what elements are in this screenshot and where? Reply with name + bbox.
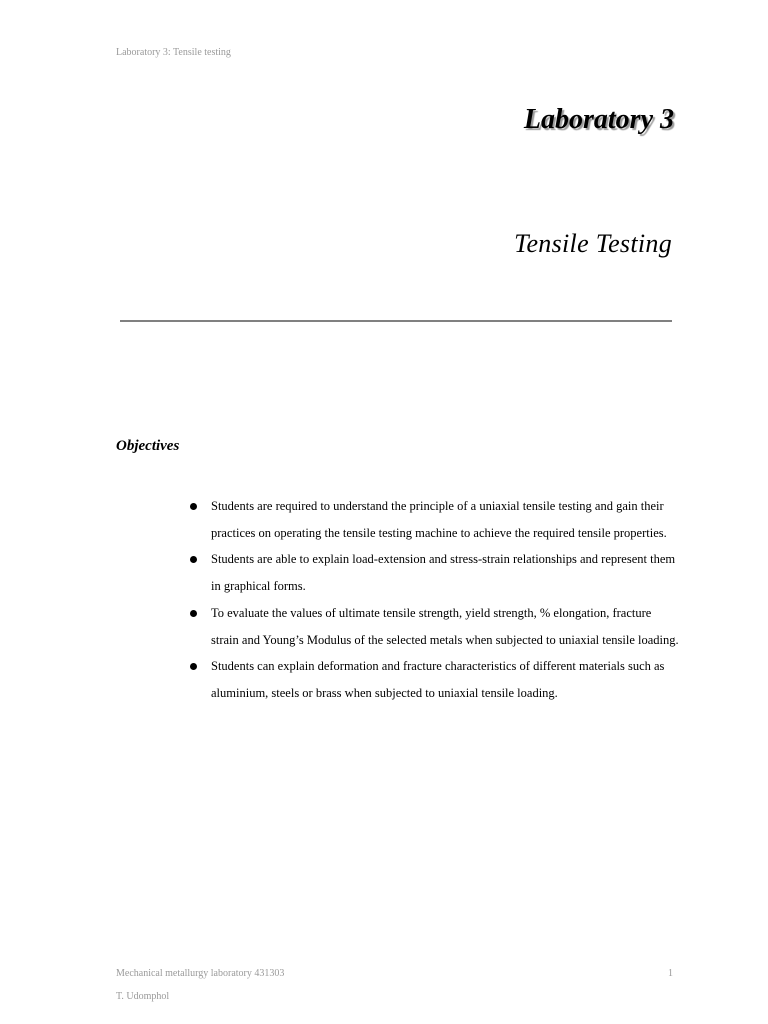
title-divider — [120, 320, 672, 322]
objective-item — [211, 546, 681, 599]
bullet-icon — [190, 663, 197, 670]
objective-text: Students can explain deformation and fracture characteristics of different materials such as aluminium, steels or brass when subjected to uniaxial tensile loading. — [211, 659, 665, 700]
bullet-icon — [190, 503, 197, 510]
lab-title: Laboratory 3 — [523, 104, 674, 135]
objectives-list — [211, 493, 681, 707]
running-header: Laboratory 3: Tensile testing — [116, 47, 231, 58]
objective-text: To evaluate the values of ultimate tensile strength, yield strength, % elongation, fracture strain and Young’s Modulus of the selected metals when subjected to uniaxial tensile loading. — [211, 605, 679, 647]
objective-item — [211, 600, 681, 653]
bullet-icon — [190, 610, 197, 617]
objectives-heading: Objectives — [116, 438, 180, 454]
objective-text: Students are required to understand the principle of a uniaxial tensile testing and gain their practices on operating the tensile testing machine to achieve the required tensile properties. — [211, 499, 667, 540]
objective-item — [211, 653, 681, 706]
objective-text: Students are able to explain load-extension and stress-strain relationships and represent them in graphical forms. — [211, 552, 676, 594]
objective-item — [211, 493, 681, 546]
lab-subtitle: Tensile Testing — [514, 229, 672, 258]
page-number: 1 — [668, 968, 673, 979]
footer-course: Mechanical metallurgy laboratory 431303 — [116, 968, 285, 979]
bullet-icon — [190, 556, 197, 563]
footer-author: T. Udomphol — [116, 991, 170, 1002]
